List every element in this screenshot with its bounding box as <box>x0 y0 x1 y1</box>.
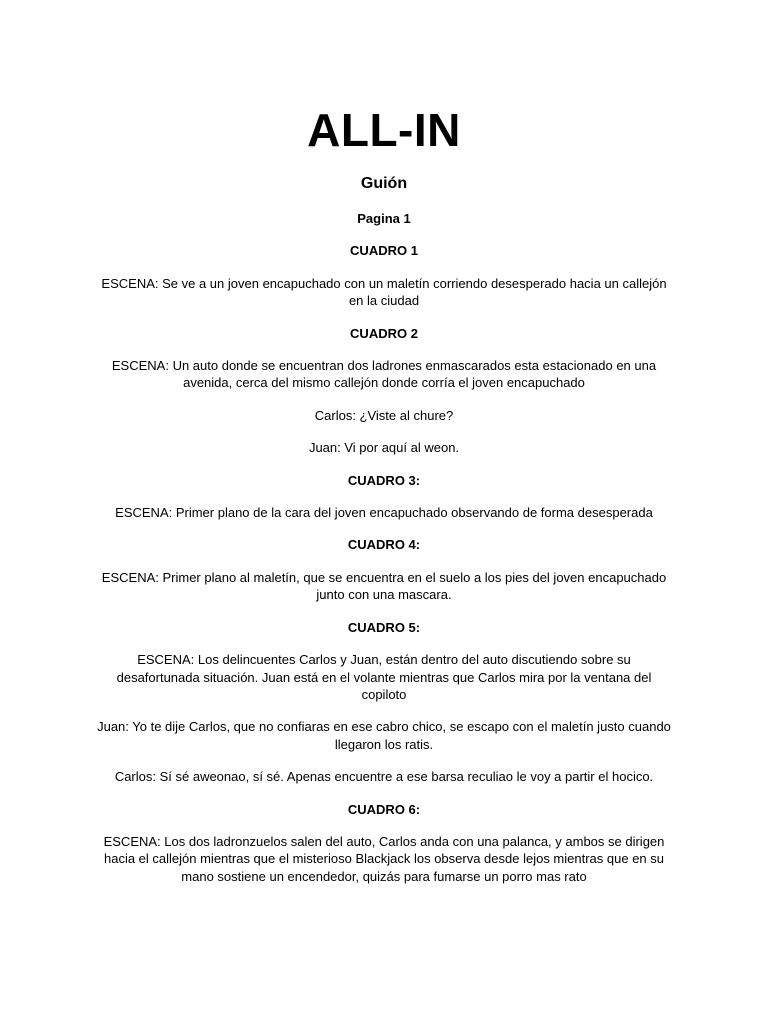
document-title: ALL-IN <box>307 104 461 156</box>
document-subtitle: Guión <box>360 175 408 192</box>
script-paragraph: Carlos: Sí sé aweonao, sí sé. Apenas encuentre a ese barsa reculiao le voy a partir el hocico. <box>114 769 654 785</box>
scene-heading: CUADRO 3: <box>347 472 421 488</box>
scene-heading: CUADRO 4: <box>347 537 421 553</box>
script-paragraph: ESCENA: Primer plano al maletín, que se encuentra en el suelo a los pies del joven encapuchado junto con una mascara. <box>101 569 667 603</box>
script-paragraph: Carlos: ¿Viste al chure? <box>314 407 454 423</box>
scene-heading: Pagina 1 <box>357 211 411 226</box>
scene-heading: CUADRO 6: <box>347 801 421 817</box>
document-body <box>96 210 672 900</box>
script-paragraph: ESCENA: Primer plano de la cara del joven encapuchado observando de forma desesperada <box>115 505 653 521</box>
script-paragraph: ESCENA: Los delincuentes Carlos y Juan, están dentro del auto discutiendo sobre su desafortunada situación. Juan está en el volante mientras que Carlos mira por la ventana del copiloto <box>116 652 652 702</box>
scene-heading: CUADRO 5: <box>347 619 421 635</box>
script-paragraph: ESCENA: Se ve a un joven encapuchado con un maletín corriendo desesperado hacia un callejón en la ciudad <box>101 275 667 309</box>
scene-heading: CUADRO 1 <box>350 243 418 259</box>
script-paragraph: Juan: Vi por aquí al weon. <box>308 440 460 456</box>
script-paragraph: ESCENA: Un auto donde se encuentran dos ladrones enmascarados esta estacionado en una avenida, cerca del mismo callejón donde corría el joven encapuchado <box>111 358 657 391</box>
script-paragraph: Juan: Yo te dije Carlos, que no confiaras en ese cabro chico, se escapo con el maletín justo cuando llegaron los ratis. <box>97 719 671 752</box>
scene-heading: CUADRO 2 <box>350 325 418 341</box>
script-paragraph: ESCENA: Los dos ladronzuelos salen del auto, Carlos anda con una palanca, y ambos se dirigen hacia el callejón mientras que el misterioso Blackjack los observa desde lejos mientras que en su mano sostiene un encendedor, quizás para fumarse un porro mas rato <box>103 833 665 884</box>
